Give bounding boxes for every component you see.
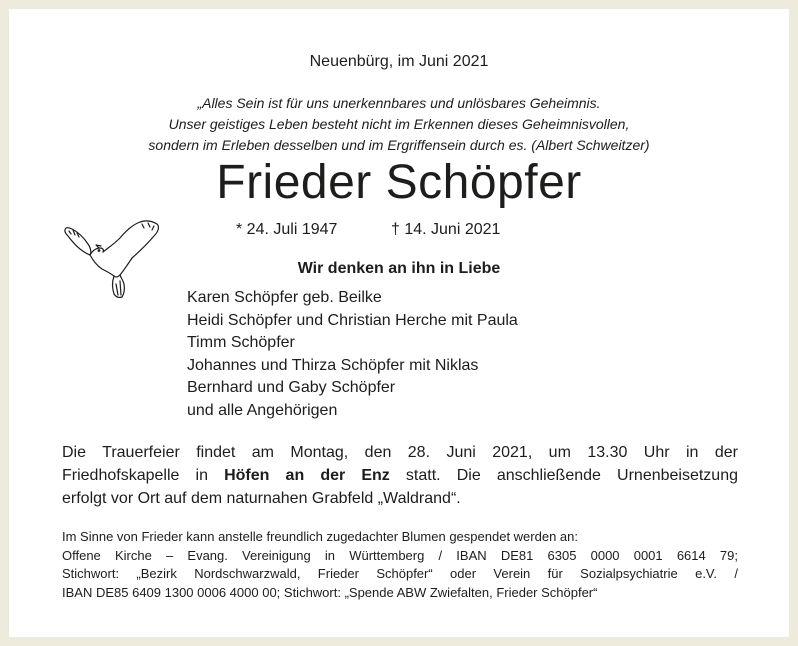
donation-line: Im Sinne von Frieder kann anstelle freundlich zugedachter Blumen gespendet werden an: — [62, 529, 578, 544]
donation-line: Offene Kirche – Evang. Vereinigung in Württemberg / IBAN DE81 6305 0000 0001 6614 79; — [62, 547, 738, 563]
funeral-location: Höfen an der Enz — [224, 467, 390, 484]
quote-line: „Alles Sein ist für uns unerkennbares und unlösbares Geheimnis. — [197, 95, 601, 111]
birth-date: * 24. Juli 1947 — [236, 221, 338, 238]
mourner: Karen Schöpfer geb. Beilke — [187, 289, 382, 306]
funeral-line: erfolgt vor Ort auf dem naturnahen Grabfeld „Waldrand“. — [62, 490, 461, 507]
mourner: Bernhard und Gaby Schöpfer — [187, 379, 396, 397]
mourners-list — [187, 287, 518, 423]
mourner: und alle Angehörigen — [187, 401, 338, 419]
quote — [0, 93, 798, 156]
funeral-text: Friedhofskapelle in — [62, 467, 208, 484]
mourner: Timm Schöpfer — [187, 334, 295, 352]
funeral-text: statt. Die anschließende Urnenbeisetzung — [405, 467, 738, 484]
mourner: Heidi Schöpfer und Christian Herche mit Paula — [187, 311, 518, 329]
death-date: † 14. Juni 2021 — [391, 221, 501, 238]
remembrance-heading: Wir denken an ihn in Liebe — [297, 260, 501, 277]
dove-icon — [62, 218, 166, 300]
mourner: Johannes und Thirza Schöpfer mit Niklas — [187, 356, 479, 374]
funeral-notice — [62, 441, 738, 510]
donation-notice — [62, 528, 738, 602]
funeral-line — [62, 464, 738, 487]
donation-line: IBAN DE85 6409 1300 0006 4000 00; Stichwort: „Spende ABW Zwiefalten, Frieder Schöpfer“ — [62, 584, 598, 600]
deceased-name: Frieder Schöpfer — [216, 156, 582, 209]
donation-line: Stichwort: „Bezirk Nordschwarzwald, Frieder Schöpfer“ oder Verein für Sozialpsychiatrie e.V. / — [62, 566, 738, 581]
quote-line: sondern im Erleben desselben und im Ergriffensein durch es. (Albert Schweitzer) — [148, 137, 650, 153]
funeral-line: Die Trauerfeier findet am Montag, den 28. Juni 2021, um 13.30 Uhr in der — [62, 444, 738, 461]
quote-line: Unser geistiges Leben besteht nicht im Erkennen dieses Geheimnisvollen, — [168, 116, 630, 132]
place-date: Neuenbürg, im Juni 2021 — [309, 53, 489, 70]
